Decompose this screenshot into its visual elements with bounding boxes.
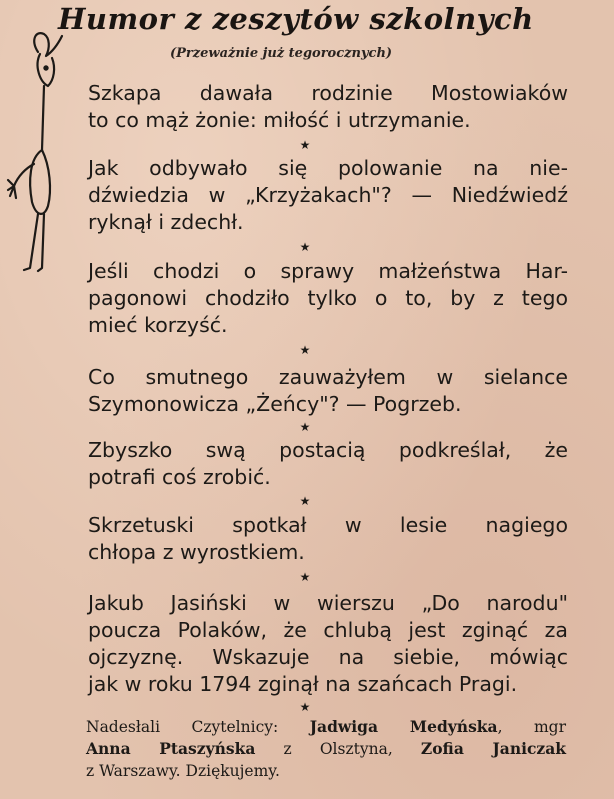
joke-3 [88,258,568,339]
separator-star-icon: ★ [299,343,311,357]
joke-1 [88,80,568,134]
joke-line: dźwiedzia w „Krzyżakach"? — Niedźwiedź [88,183,568,207]
joke-line: Jak odbywało się polowanie na nie- [88,156,568,180]
joke-5 [88,437,568,491]
joke-line: Szkapa dawała rodzinie Mostowiaków [88,81,568,105]
credits-intro: Nadesłali Czytelnicy: [86,718,279,736]
joke-line: ojczyznę. Wskazuje na siebie, mówiąc [88,645,568,669]
credits-line-3 [86,760,566,782]
contributor-city: z Warszawy. [86,762,181,780]
credits-thanks: Dziękujemy. [185,762,280,780]
contributor-name: Zofia Janiczak [420,739,567,758]
joke-line: Co smutnego zauważyłem w sielance [88,365,568,389]
separator-star-icon: ★ [299,700,311,714]
joke-line: Jeśli chodzi o sprawy małżeństwa Har- [88,259,568,283]
separator-star-icon: ★ [299,494,311,508]
joke-2 [88,155,568,236]
joke-line: Jakub Jasiński w wierszu „Do narodu" [88,591,568,615]
article-subtitle: (Przeważnie już tegorocznych) [170,46,393,61]
contributor-name: Jadwiga Medyńska [309,717,498,736]
contributor-title: mgr [533,718,566,736]
joke-6 [88,512,568,566]
joke-line: mieć korzyść. [88,313,228,337]
joke-line: jak w roku 1794 zginął na szańcach Pragi. [88,672,518,696]
separator-star-icon: ★ [299,420,311,434]
joke-4 [88,364,568,418]
joke-line: potrafi coś zrobić. [88,465,271,489]
credits-line-2 [86,738,566,760]
joke-line: chłopa z wyrostkiem. [88,540,305,564]
joke-7 [88,590,568,698]
joke-line: pagonowi chodziło tylko o to, by z tego [88,286,568,310]
article-title: Humor z zeszytów szkolnych [58,2,534,36]
separator-star-icon: ★ [299,240,311,254]
joke-line: poucza Polaków, że chlubą jest zginąć za [88,618,568,642]
contributor-city: z Olsztyna, [283,740,393,758]
stick-figure-doodle-icon [0,30,70,275]
separator-star-icon: ★ [299,138,311,152]
separator-star-icon: ★ [299,570,311,584]
joke-line: Szymonowicza „Żeńcy"? — Pogrzeb. [88,392,462,416]
credits [86,716,566,782]
credits-line-1: Nadesłali Czytelnicy: Jadwiga Medyńska, mgr [86,717,566,736]
contributor-name: Anna Ptaszyńska [86,739,256,758]
joke-line: Zbyszko swą postacią podkreślał, że [88,438,568,462]
joke-line: to co mąż żonie: miłość i utrzymanie. [88,108,471,132]
joke-line: ryknął i zdechł. [88,210,244,234]
joke-line: Skrzetuski spotkał w lesie nagiego [88,513,568,537]
